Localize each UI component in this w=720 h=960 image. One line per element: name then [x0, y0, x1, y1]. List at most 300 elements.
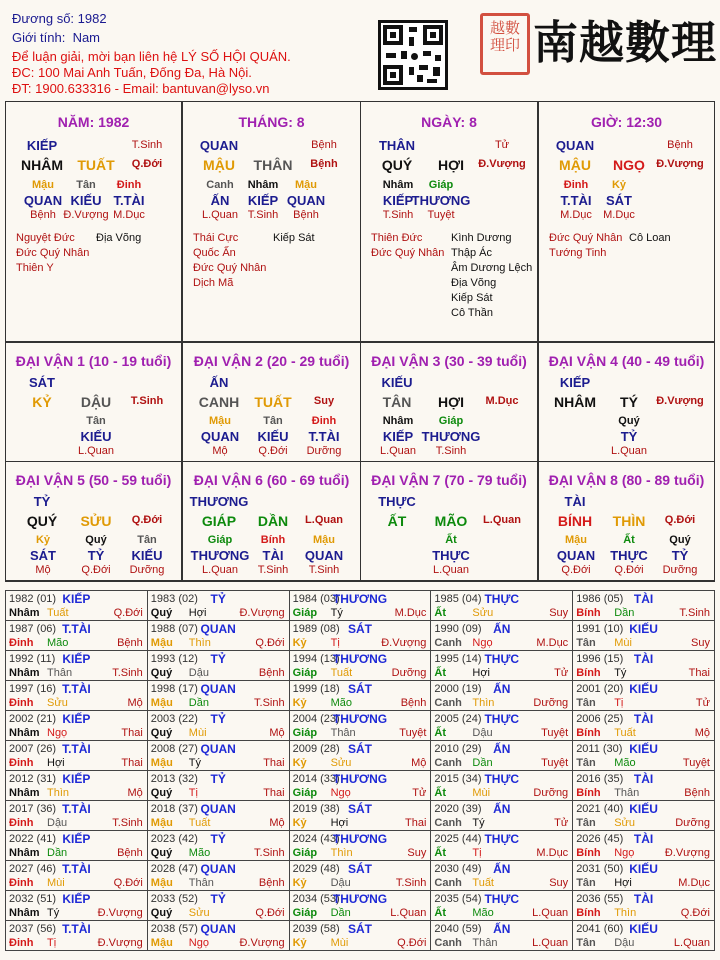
dai-van-branch: TÝ	[620, 394, 638, 410]
year-branch: Thân	[614, 787, 640, 799]
year-ten-god: THƯƠNG	[332, 592, 388, 606]
year-ten-god: THỰC	[484, 772, 520, 786]
contact-address: ĐC: 100 Mai Anh Tuấn, Đống Đa, Hà Nội.	[12, 65, 252, 80]
year-label: 2001 (20)	[576, 683, 624, 695]
year-branch: Mùi	[330, 937, 349, 949]
year-label: 2006 (25)	[576, 713, 624, 725]
year-branch: Sửu	[188, 907, 210, 919]
year-label: 2035 (54)	[434, 893, 482, 905]
year-life-stage: Q.Đới	[255, 907, 285, 919]
year-ten-god: T.TÀI	[62, 622, 91, 636]
year-life-stage: Tử	[554, 817, 569, 829]
year-ten-god: KIẾU	[629, 622, 658, 636]
contact-phone-email[interactable]: ĐT: 1900.633316 - Email: bantuvan@lyso.vn	[12, 81, 270, 96]
year-ten-god: TỶ	[210, 832, 226, 846]
year-label: 2033 (52)	[150, 893, 198, 905]
year-branch: Tuất	[188, 817, 211, 829]
year-ten-god: TÀI	[633, 772, 654, 786]
star-name: Cô Thần	[451, 307, 493, 319]
year-stem: Quý	[150, 847, 173, 859]
year-ten-god: QUAN	[200, 622, 236, 636]
year-life-stage: Dưỡng	[533, 787, 569, 799]
star-name: Thái Cực	[193, 232, 239, 244]
year-life-stage: M.Dục	[678, 877, 710, 889]
year-ten-god: TÀI	[633, 712, 654, 726]
year-cell	[6, 861, 148, 891]
year-life-stage: Mộ	[269, 817, 285, 829]
year-life-stage: Mộ	[127, 697, 143, 709]
dai-van-life-stage: Q.Đới	[664, 514, 696, 526]
hidden-life-stage: L.Quan	[201, 209, 239, 221]
year-stem: Đinh	[9, 877, 34, 889]
year-life-stage: Suy	[549, 607, 569, 619]
year-stem: Ất	[434, 787, 446, 799]
star-name: Đức Quý Nhân	[371, 247, 445, 259]
year-cell	[573, 891, 715, 921]
dai-van-title: ĐẠI VẬN 6 (60 - 69 tuổi)	[193, 472, 350, 488]
year-label: 1989 (08)	[292, 623, 340, 635]
dai-van-stem: BÍNH	[557, 513, 593, 529]
year-ten-god: ẤN	[493, 802, 511, 816]
year-cell	[289, 801, 431, 831]
year-cell	[147, 621, 289, 651]
year-ten-god: ẤN	[493, 922, 511, 936]
year-label: 1990 (09)	[434, 623, 482, 635]
year-branch: Tị	[614, 697, 624, 709]
dai-van-hidden-stem: Tân	[86, 415, 106, 427]
year-cell	[6, 681, 148, 711]
contact-invite: Để luận giải, mời bạn liên hệ LÝ SỐ HỘI QUÁN.	[12, 49, 291, 64]
dai-van-hidden-stage: Dưỡng	[306, 445, 342, 457]
year-ten-god: KIẾP	[62, 832, 91, 846]
year-cell	[431, 921, 573, 951]
year-stem: Tân	[576, 637, 596, 649]
dai-van-hidden-stage: T.Sinh	[435, 445, 467, 457]
year-cell	[431, 591, 573, 621]
dai-van-hidden-stage: L.Quan	[201, 564, 239, 576]
year-cell	[289, 621, 431, 651]
year-label: 2025 (44)	[434, 833, 482, 845]
year-cell	[573, 741, 715, 771]
year-branch: Ngọ	[614, 847, 635, 859]
star-name: Địa Võng	[96, 232, 142, 244]
star-name: Tướng Tinh	[549, 247, 607, 259]
year-cell	[573, 801, 715, 831]
year-life-stage: L.Quan	[390, 907, 427, 919]
year-stem: Giáp	[292, 847, 318, 859]
year-ten-god: KIẾU	[629, 682, 658, 696]
heavenly-stem: NHÂM	[21, 157, 63, 173]
year-stem: Bính	[576, 667, 601, 679]
dai-van-hidden-god: QUAN	[556, 548, 596, 563]
dai-van-title: ĐẠI VẬN 1 (10 - 19 tuổi)	[15, 353, 172, 369]
year-row	[6, 681, 715, 711]
year-life-stage: Q.Đới	[255, 637, 285, 649]
year-cell	[147, 711, 289, 741]
dai-van-hidden-god: QUAN	[200, 429, 240, 444]
dai-van-hidden-stem: Mậu	[313, 534, 335, 546]
dai-van-title: ĐẠI VẬN 4 (40 - 49 tuổi)	[548, 353, 705, 369]
year-ten-god: THƯƠNG	[332, 772, 388, 786]
dai-van-ten-god: TÀI	[564, 494, 586, 509]
gender-label: Giới tính:	[12, 30, 66, 45]
year-life-stage: Thai	[263, 757, 285, 769]
year-branch: Thân	[188, 877, 214, 889]
year-ten-god: KIẾP	[62, 712, 91, 726]
year-branch: Mão	[472, 907, 494, 919]
year-cell	[289, 861, 431, 891]
dai-van-box-8	[538, 461, 715, 581]
dai-van-hidden-stem: Tân	[137, 534, 157, 546]
year-branch: Dậu	[614, 937, 635, 949]
dai-van-stem: KỶ	[32, 394, 52, 410]
dai-van-hidden-god: TỶ	[620, 429, 638, 444]
dai-van-branch: MÃO	[434, 513, 468, 529]
year-label: 2002 (21)	[9, 713, 57, 725]
year-label: 2013 (32)	[150, 773, 198, 785]
year-label: 2032 (51)	[9, 893, 57, 905]
year-branch: Mùi	[47, 877, 65, 889]
year-cell	[431, 741, 573, 771]
qr-code[interactable]	[378, 20, 448, 90]
year-stem: Đinh	[9, 937, 34, 949]
year-life-stage: Q.Đới	[397, 937, 427, 949]
year-life-stage: Dưỡng	[533, 697, 569, 709]
year-ten-god: TỶ	[210, 772, 226, 786]
year-branch: Tý	[188, 757, 202, 769]
dai-van-ten-god: SÁT	[29, 375, 55, 390]
year-cell	[573, 651, 715, 681]
year-life-stage: Thai	[121, 727, 143, 739]
dai-van-title: ĐẠI VẬN 3 (30 - 39 tuổi)	[371, 353, 527, 369]
year-stem: Ất	[434, 667, 446, 679]
dai-van-ten-god: THƯƠNG	[189, 494, 249, 509]
year-life-stage: Tuyệt	[399, 727, 427, 739]
year-cell	[573, 621, 715, 651]
year-stem: Ất	[434, 907, 446, 919]
year-branch: Tý	[47, 907, 60, 919]
year-branch: Ngọ	[472, 637, 493, 649]
dai-van-stem: QUÝ	[26, 513, 58, 529]
year-stem: Canh	[434, 757, 462, 769]
year-life-stage: Thai	[263, 787, 285, 799]
year-stem: Quý	[150, 727, 173, 739]
year-life-stage: Thai	[121, 757, 143, 769]
year-cell	[6, 741, 148, 771]
year-life-stage: Tử	[695, 697, 710, 709]
year-stem: Tân	[576, 757, 596, 769]
year-branch: Tị	[330, 637, 340, 649]
year-row	[6, 741, 715, 771]
earthly-branch: HỢI	[438, 157, 464, 173]
dai-van-life-stage: L.Quan	[305, 514, 343, 526]
year-life-stage: M.Dục	[536, 847, 569, 859]
year-stem: Bính	[576, 847, 601, 859]
year-stem: Giáp	[292, 727, 318, 739]
year-stem: Kỷ	[292, 637, 307, 649]
year-life-stage: Tuyệt	[541, 757, 569, 769]
year-cell	[6, 801, 148, 831]
dai-van-hidden-god: THƯƠNG	[190, 548, 250, 563]
dai-van-hidden-stage: Mộ	[212, 445, 228, 457]
year-ten-god: TÀI	[633, 652, 654, 666]
year-branch: Tị	[188, 787, 198, 799]
year-stem: Canh	[434, 817, 462, 829]
year-branch: Thìn	[188, 637, 211, 649]
year-ten-god: T.TÀI	[62, 682, 91, 696]
hidden-ten-god: THƯƠNG	[411, 193, 471, 208]
star-name: Đức Quý Nhân	[549, 232, 623, 244]
year-life-stage: Q.Đới	[680, 907, 710, 919]
year-ten-god: TỶ	[210, 592, 226, 606]
year-life-stage: T.Sinh	[254, 847, 285, 859]
hidden-life-stage: T.Sinh	[247, 209, 279, 221]
hidden-stem: Nhâm	[247, 179, 279, 191]
year-branch: Thìn	[330, 847, 353, 859]
year-label: 2008 (27)	[150, 743, 198, 755]
dai-van-hidden-stage: T.Sinh	[257, 564, 289, 576]
year-ten-god: KIẾP	[62, 892, 91, 906]
hidden-stem: Mậu	[32, 179, 54, 191]
star-name: Đức Quý Nhân	[16, 247, 90, 259]
year-cell	[431, 621, 573, 651]
year-branch: Thân	[330, 727, 356, 739]
dai-van-hidden-stage: Dưỡng	[662, 564, 698, 576]
hidden-life-stage: T.Sinh	[382, 209, 414, 221]
year-ten-god: KIẾU	[629, 742, 658, 756]
year-ten-god: T.TÀI	[62, 742, 91, 756]
dai-van-stem: NHÂM	[554, 394, 596, 410]
dai-van-title: ĐẠI VẬN 7 (70 - 79 tuổi)	[371, 472, 527, 488]
year-label: 2004 (23)	[292, 713, 340, 725]
year-cell	[289, 891, 431, 921]
dai-van-hidden-god: SÁT	[30, 548, 56, 563]
year-branch: Sửu	[330, 757, 352, 769]
year-label: 2023 (42)	[150, 833, 198, 845]
year-stem: Đinh	[9, 817, 34, 829]
pillar-box-4	[538, 101, 715, 342]
year-ten-god: ẤN	[493, 682, 511, 696]
year-life-stage: L.Quan	[532, 937, 569, 949]
dai-van-ten-god: KIẾU	[381, 375, 413, 390]
dai-van-branch: DẬU	[80, 394, 112, 410]
year-label: 1982 (01)	[9, 593, 57, 605]
year-life-stage: T.Sinh	[679, 607, 710, 619]
dai-van-branch: THÌN	[612, 513, 646, 529]
year-life-stage: Thai	[404, 817, 427, 829]
year-branch: Thân	[47, 667, 73, 679]
year-branch: Dần	[472, 757, 493, 769]
year-life-stage: Bệnh	[258, 667, 285, 679]
year-stem: Kỷ	[292, 877, 307, 889]
year-label: 2003 (22)	[150, 713, 198, 725]
year-branch: Ngọ	[47, 727, 68, 739]
branch-life-stage: Đ.Vượng	[478, 158, 526, 170]
year-label: 2005 (24)	[434, 713, 482, 725]
hidden-stem: Tân	[76, 179, 96, 191]
year-row	[6, 921, 715, 951]
heavenly-stem: MẬU	[559, 157, 591, 173]
dai-van-hidden-stem: Tân	[263, 415, 283, 427]
hidden-life-stage: M.Dục	[113, 209, 145, 221]
year-cell	[573, 681, 715, 711]
hidden-ten-god: QUAN	[23, 193, 63, 208]
year-ten-god: THƯƠNG	[332, 832, 388, 846]
year-label: 2014 (33)	[292, 773, 340, 785]
year-ten-god: THƯƠNG	[332, 652, 388, 666]
year-stem: Kỷ	[292, 757, 307, 769]
dai-van-life-stage: Đ.Vượng	[656, 395, 704, 407]
year-ten-god: SÁT	[347, 862, 372, 876]
star-name: Nguyệt Đức	[16, 232, 75, 244]
dai-van-hidden-stage: L.Quan	[77, 445, 115, 457]
hidden-ten-god: T.TÀI	[113, 193, 145, 208]
site-logo: 南越數理	[533, 16, 718, 69]
year-branch: Dậu	[47, 817, 68, 829]
hidden-ten-god: ẤN	[210, 193, 230, 208]
star-name: Kình Dương	[451, 232, 512, 244]
year-label: 2037 (56)	[9, 923, 57, 935]
year-cell	[431, 891, 573, 921]
dai-van-hidden-stage: Q.Đới	[561, 564, 591, 576]
year-stem: Nhâm	[9, 667, 40, 679]
hidden-ten-god: KIẾU	[70, 193, 102, 208]
year-cell	[573, 831, 715, 861]
dai-van-title: ĐẠI VẬN 8 (80 - 89 tuổi)	[548, 472, 705, 488]
hidden-stem: Giáp	[428, 179, 454, 191]
year-cell	[289, 921, 431, 951]
hidden-life-stage: Đ.Vượng	[63, 209, 109, 221]
year-cell	[6, 921, 148, 951]
year-cell	[431, 711, 573, 741]
dai-van-hidden-stem: Mậu	[565, 534, 587, 546]
year-stem: Giáp	[292, 607, 318, 619]
year-life-stage: Q.Đới	[113, 607, 143, 619]
year-branch: Tị	[472, 847, 482, 859]
year-life-stage: M.Dục	[394, 607, 427, 619]
year-branch: Tị	[47, 937, 57, 949]
year-life-stage: Bệnh	[117, 637, 143, 649]
year-stem: Quý	[150, 787, 173, 799]
year-life-stage: Suy	[407, 847, 427, 859]
year-ten-god: THƯƠNG	[332, 892, 388, 906]
year-label: 2027 (46)	[9, 863, 57, 875]
dai-van-box-4	[538, 342, 715, 462]
pillar-title: NĂM: 1982	[57, 114, 130, 130]
year-label: 2010 (29)	[434, 743, 482, 755]
year-life-stage: T.Sinh	[254, 697, 285, 709]
dai-van-hidden-god: TỶ	[87, 548, 105, 563]
branch-life-stage: Q.Đới	[131, 158, 163, 170]
year-label: 2039 (58)	[292, 923, 340, 935]
year-life-stage: L.Quan	[532, 907, 569, 919]
year-branch: Sửu	[614, 817, 636, 829]
earthly-branch: NGỌ	[613, 157, 645, 173]
dai-van-hidden-stem: Kỷ	[35, 534, 51, 546]
year-ten-god: KIẾP	[62, 592, 91, 606]
year-cell	[6, 621, 148, 651]
branch-life-stage: Bệnh	[310, 158, 338, 170]
year-cell	[289, 711, 431, 741]
year-label: 2040 (59)	[434, 923, 482, 935]
year-life-stage: Tử	[554, 667, 569, 679]
year-stem: Mậu	[150, 637, 173, 649]
pillar-ten-god: KIẾP	[26, 138, 58, 153]
seal-stamp: 越數理印	[480, 13, 530, 75]
dai-van-life-stage: T.Sinh	[130, 395, 164, 407]
dai-van-title: ĐẠI VẬN 5 (50 - 59 tuổi)	[15, 472, 172, 488]
pillar-title: THÁNG: 8	[238, 114, 305, 130]
year-ten-god: TÀI	[633, 592, 654, 606]
year-ten-god: SÁT	[347, 682, 372, 696]
year-cell	[289, 681, 431, 711]
year-branch: Hợi	[614, 877, 632, 889]
year-ten-god: QUAN	[200, 742, 236, 756]
year-stem: Canh	[434, 637, 462, 649]
year-life-stage: Dưỡng	[391, 667, 427, 679]
year-cell	[573, 861, 715, 891]
star-name: Thiên Đức	[371, 232, 423, 244]
year-label: 1993 (12)	[150, 653, 198, 665]
star-name: Âm Dương Lệch	[451, 262, 533, 274]
year-cell	[6, 651, 148, 681]
year-ten-god: THƯƠNG	[332, 712, 388, 726]
dai-van-hidden-stem: Giáp	[438, 415, 464, 427]
year-ten-god: KIẾU	[629, 802, 658, 816]
dai-van-hidden-stage: Q.Đới	[614, 564, 644, 576]
year-label: 1994 (13)	[292, 653, 340, 665]
year-life-stage: Thai	[688, 667, 710, 679]
dai-van-hidden-stem: Mậu	[209, 415, 231, 427]
year-life-stage: Bệnh	[684, 787, 710, 799]
year-life-stage: Tuyệt	[682, 757, 710, 769]
year-ten-god: THỰC	[484, 712, 520, 726]
year-label: 1986 (05)	[576, 593, 624, 605]
year-label: 2016 (35)	[576, 773, 624, 785]
year-stem: Nhâm	[9, 907, 40, 919]
year-stem: Đinh	[9, 697, 34, 709]
hidden-stem: Kỷ	[611, 179, 627, 191]
year-cell	[6, 711, 148, 741]
year-label: 2017 (36)	[9, 803, 57, 815]
year-stem: Tân	[576, 877, 596, 889]
year-stem: Đinh	[9, 637, 34, 649]
year-branch: Thìn	[472, 697, 495, 709]
year-cell	[289, 831, 431, 861]
dai-van-hidden-stage: Dưỡng	[129, 564, 165, 576]
dai-van-hidden-god: THƯƠNG	[421, 429, 481, 444]
year-branch: Dần	[47, 847, 68, 859]
pillar-box-3	[360, 101, 538, 342]
earthly-branch: TUẤT	[77, 157, 115, 173]
year-life-stage: Suy	[691, 637, 710, 649]
year-ten-god: SÁT	[347, 802, 372, 816]
year-cell	[147, 651, 289, 681]
year-cell	[289, 651, 431, 681]
year-row	[6, 591, 715, 621]
year-stem: Mậu	[150, 817, 173, 829]
year-ten-god: THỰC	[484, 592, 520, 606]
dai-van-hidden-stem: Quý	[618, 415, 640, 427]
dai-van-box-2	[182, 342, 361, 462]
dai-van-hidden-god: QUAN	[304, 548, 344, 563]
year-cell	[147, 861, 289, 891]
year-branch: Tý	[330, 607, 343, 619]
year-ten-god: THỰC	[484, 892, 520, 906]
dai-van-hidden-stem: Ất	[623, 534, 635, 546]
dai-van-hidden-stem: Quý	[669, 534, 691, 546]
year-ten-god: ẤN	[493, 622, 511, 636]
